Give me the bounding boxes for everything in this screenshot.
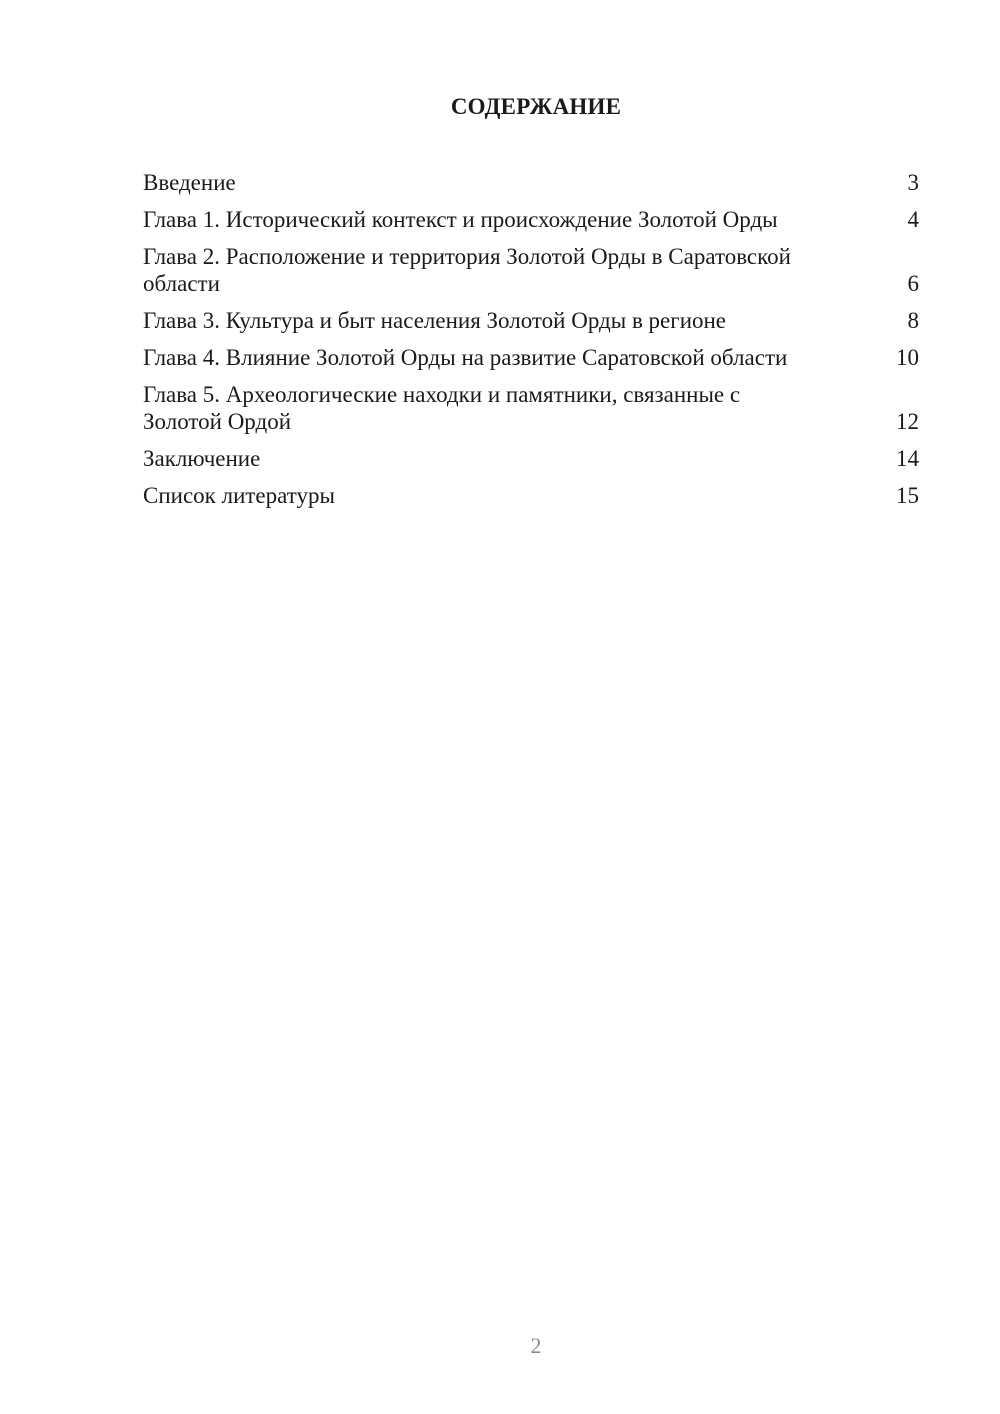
table-of-contents (143, 169, 919, 519)
toc-entry-page: 15 (896, 483, 919, 508)
toc-entry-text: Глава 5. Археологические находки и памятники, связанные с Золотой Ордой (143, 382, 741, 434)
toc-entry-page: 14 (896, 446, 919, 471)
toc-entry-introduction (143, 169, 919, 196)
toc-entry-text: Введение (143, 170, 236, 195)
toc-entry-page: 4 (907, 207, 919, 232)
toc-entry-conclusion (143, 445, 919, 472)
toc-entry-chapter-4 (143, 344, 919, 371)
toc-entry-page: 12 (896, 409, 919, 434)
toc-title: СОДЕРЖАНИЕ (450, 94, 622, 119)
toc-entry-page: 8 (907, 308, 919, 333)
toc-entry-text: Глава 1. Исторический контекст и происхождение Золотой Орды (143, 207, 778, 232)
toc-entry-text: Глава 4. Влияние Золотой Орды на развитие Саратовской области (143, 345, 788, 370)
toc-entry-chapter-3 (143, 307, 919, 334)
toc-entry-chapter-2 (143, 243, 919, 297)
toc-entry-page: 10 (896, 345, 919, 370)
page-number: 2 (530, 1333, 542, 1358)
toc-entry-text: Глава 2. Расположение и территория Золотой Орды в Саратовской области (143, 244, 791, 296)
toc-entry-chapter-1 (143, 206, 919, 233)
toc-entry-page: 6 (907, 271, 919, 296)
toc-entry-chapter-5 (143, 381, 919, 435)
toc-entry-text: Глава 3. Культура и быт населения Золотой Орды в регионе (143, 308, 727, 333)
toc-entry-text: Список литературы (143, 483, 335, 508)
toc-entry-page: 3 (907, 170, 919, 195)
toc-entry-bibliography (143, 482, 919, 509)
toc-entry-text: Заключение (143, 446, 261, 471)
